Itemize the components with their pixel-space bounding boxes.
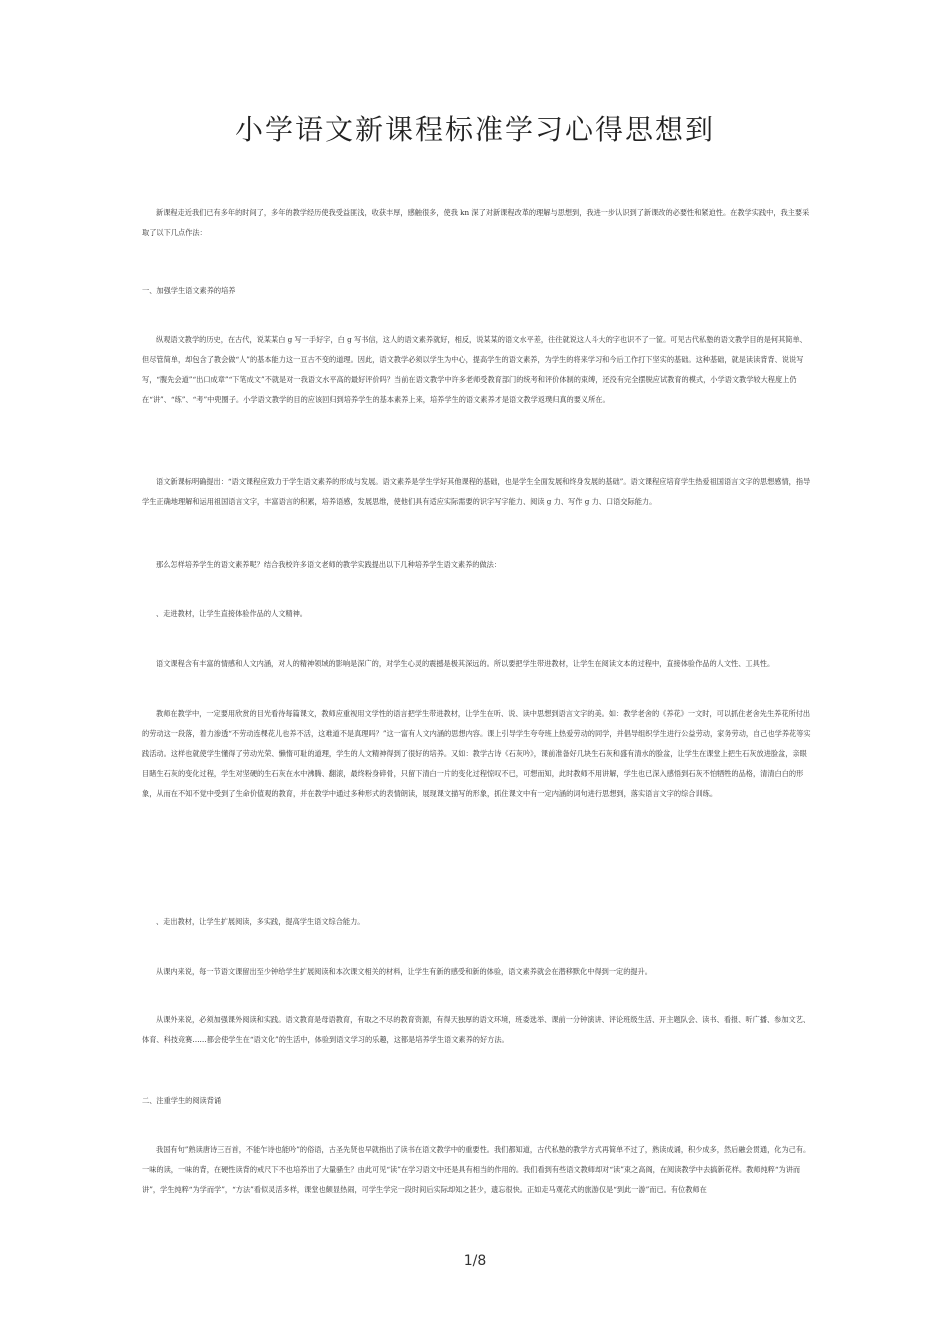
paragraph-6: 从课内来说，每一节语文课留出至少钟给学生扩展阅读和本次课文相关的材料，让学生有新的感受和新的体验，语文素养就会在潜移默化中得到一定的提升。 (156, 967, 652, 976)
paragraph-8: 我国有句”熟读唐诗三百首，不能乍诗也能吟”的俗语，古圣先贤也早就指出了读书在语文教学中的重要性。我们都知道，古代私塾的教学方式再简单不过了，熟读成诵，积少成多，然后融会贯通，化为己有。一味的读，一味的背，在硬性读背的戒尺下不也培养出了大量骚生？由此可见“读”在学习语文中还是具有相当的作用的。我们看到有些语文教师却对“读”束之高阁，在阅读教学中去搞新花样。教师纯粹“为讲而讲”，学生纯粹“为学而学”，“方法”看似灵活多样，课堂也颇显热闹，可学生学完一段时间后实际却知之甚少，遗忘很快。正如走马观花式的旅游仅是“到此一游”而已。有位教师在 (142, 1145, 811, 1194)
paragraph-2: 语文新课标明确提出：“语文课程应致力于学生语文素养的形成与发展。语文素养是学生学好其他课程的基础，也是学生全面发展和终身发展的基础”。语文课程应培育学生热爱祖国语言文字的思想感情，指导学生正确地理解和运用祖国语言文字，丰富语言的积累，培养语感，发展思维，使他们具有适应实际需要的识字写字能力、阅读 g 力、写作 g 力、口语交际能力。 (142, 477, 811, 506)
subheading-1: 、走进教材，让学生直接体验作品的人文精神。 (156, 609, 307, 618)
paragraph-3: 那么怎样培养学生的语文素养呢？结合我校许多语文老师的教学实践提出以下几种培养学生语文素养的做法： (156, 560, 502, 569)
paragraph-1: 纵观语文教学的历史，在古代，说某某白 g 写一手好字，白 g 写书信，这人的语文素养就好，相反，说某某的语文水平差，往往就说这人斗大的字也识不了一筐。可见古代私塾的语文教学目的是何其简单、但尽管简单，却包含了教会做“人”的基本能力这一亘古不变的道理。因此，语文教学必须以学生为中心，提高学生的语文素养，为学生的将来学习和今后工作打下坚实的基础。这种基础，就是读读背背、说说写写，“腹先会道”“出口成章”“下笔成文”不就是对一我语文水平高的最好评价吗？当前在语文教学中许多老师受教育部门的统考和评价体制的束缚，还没有完全摆脱应试教育的模式，小学语文教学较大程度上仍在“讲”、“练”、“考”中兜圈子。小学语文教学的目的应该回归到培养学生的基本素养上来，培养学生的语文素养才是语文教学返璞归真的要义所在。 (142, 335, 807, 404)
subheading-2: 、走出教材，让学生扩展阅读，多实践，提高学生语文综合能力。 (156, 917, 365, 926)
paragraph-5: 教师在教学中，一定要用欣赏的目光看待每篇课文，教师应重视用文学性的语言把学生带进教材，让学生在听、说、读中思想到语言文字的美。如：教学老舍的《养花》一文时，可以抓住老舍先生养花所付出的劳动这一段落，着力渗透“不劳动连棵花儿也养不活，这难道不是真理吗？”这一富有人文内涵的思想内容。课上引导学生夸夸班上热爱劳动的同学，并倡导组织学生进行公益劳动，家务劳动，自己也学养花等实践活动。这样也就使学生懂得了劳动光荣、懒惰可耻的道理，学生的人文精神得到了很好的培养。又如：教学古诗《石灰吟》，课前准备好几块生石灰和盛有清水的脸盆，让学生在课堂上把生石灰放进脸盆，亲眼目睹生石灰的变化过程，学生对坚硬的生石灰在水中沸腾、翻滚，最终粉身碎骨，只留下清白一片的变化过程惊叹不已，可想而知，此时教师不用讲解，学生也已深入感悟到石灰不怕牺牲的品格，清清白白的形象，从而在不知不觉中受到了生命价值观的教育，并在教学中通过多种形式的表情朗读，展现课文描写的形象，抓住课文中有一定内涵的词句进行思想到，落实语言文字的综合训练。 (142, 709, 811, 798)
page-number: 1/8 (463, 1253, 487, 1269)
paragraph-intro: 新课程走近我们已有多年的时间了，多年的教学经历使我受益匪浅，收获丰厚，感触很多，使我 kn 深了对新课程改革的理解与思想到，我进一步认识到了新课改的必要性和紧迫性。在教学实践中，我主要采取了以下几点作法： (142, 208, 810, 237)
section-heading-1: 一、加强学生语文素养的培养 (142, 286, 236, 295)
page-title: 小学语文新课程标准学习心得思想到 (234, 113, 715, 146)
section-heading-2: 二、注重学生的阅读背诵 (142, 1096, 222, 1105)
paragraph-4: 语文课程含有丰富的情感和人文内涵，对人的精神领域的影响是深广的，对学生心灵的震撼是极其深远的。所以要把学生带进教材，让学生在阅读文本的过程中，直接体验作品的人文性、工具性。 (156, 659, 775, 668)
paragraph-7: 从课外来说，必须加强课外阅读和实践。语文教育是母语教育，有取之不尽的教育资源，有得天独厚的语文环境，班委选举、课前一分钟演讲、评论班级生活、开主题队会、读书、看报、听广播、参加文艺、体育、科技竞赛……都会使学生在“语文化”的生活中，体验到语文学习的乐趣，这都是培养学生语文素养的好方法。 (142, 1015, 811, 1044)
